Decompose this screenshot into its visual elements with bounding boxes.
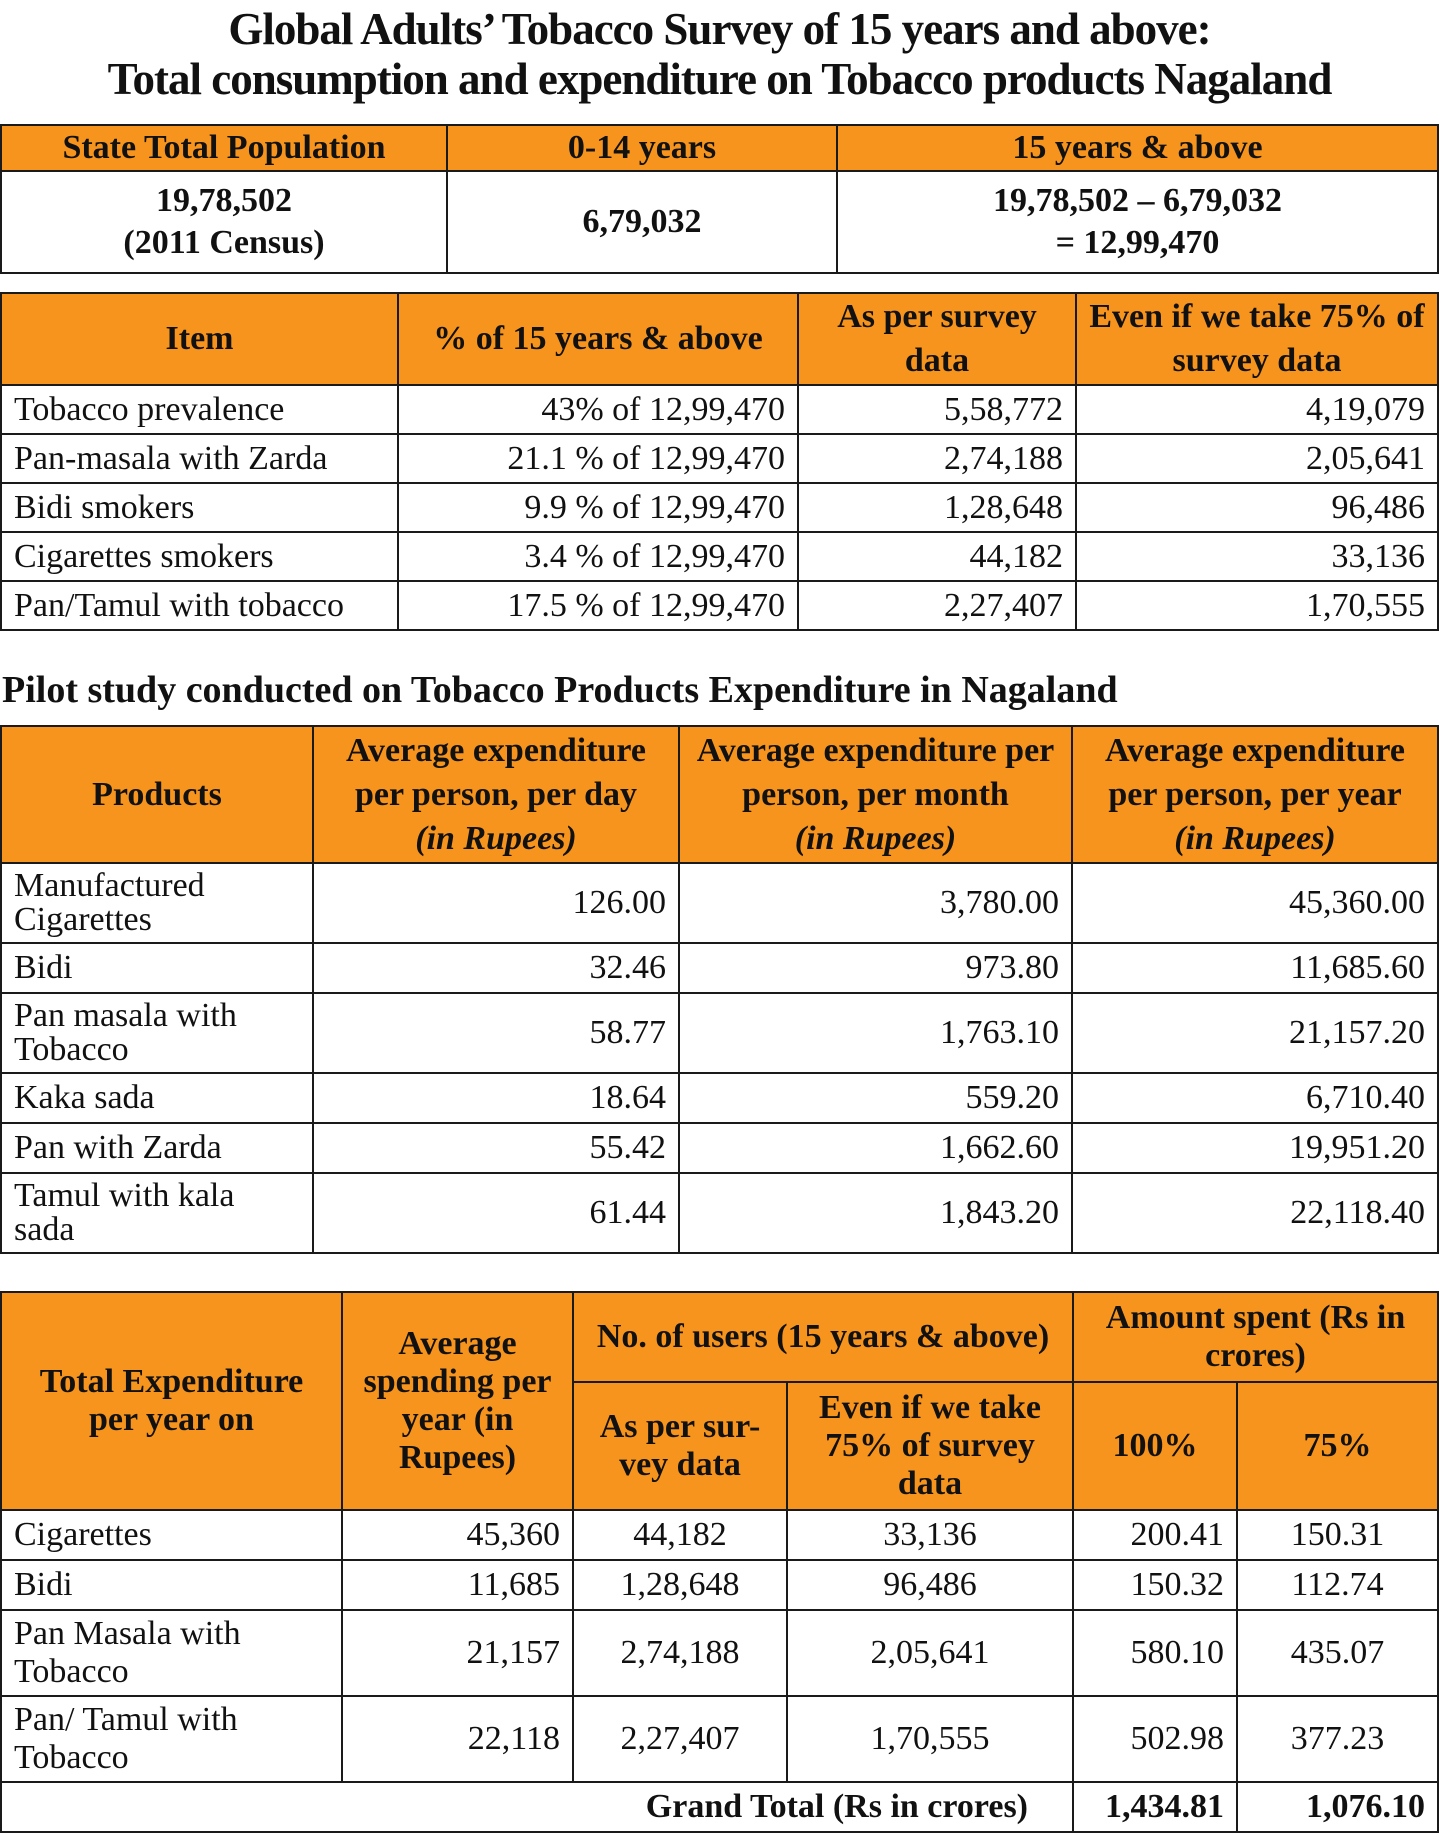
header-per-year (1072, 726, 1438, 863)
page-title (0, 4, 1439, 104)
header-per-day-label: Average expenditure per person, per day (346, 731, 646, 813)
header-total-expenditure: Total Expenditure per year on (1, 1292, 342, 1510)
title-line-1: Global Adults’ Tobacco Survey of 15 years and above: (228, 4, 1211, 54)
table-row (1, 385, 1438, 434)
census-note: (2011 Census) (123, 224, 325, 261)
survey-75-value: 2,05,641 (1076, 434, 1438, 483)
survey-value: 5,58,772 (798, 385, 1076, 434)
product-name: Bidi (1, 943, 313, 993)
header-item: Item (1, 293, 398, 385)
header-amount-100: 100% (1073, 1382, 1237, 1510)
per-day-value: 61.44 (313, 1173, 679, 1253)
expenditure-item: Pan/ Tamul with Tobacco (1, 1696, 342, 1782)
product-name: Kaka sada (1, 1073, 313, 1123)
users-survey-75-value: 1,70,555 (787, 1696, 1073, 1782)
table-row (1, 581, 1438, 630)
per-month-value: 1,843.20 (679, 1173, 1072, 1253)
product-name: Tamul with kala sada (1, 1173, 313, 1253)
header-users-survey: As per sur-vey data (573, 1382, 787, 1510)
header-per-month (679, 726, 1072, 863)
item-name: Pan-masala with Zarda (1, 434, 398, 483)
grand-total-row (1, 1782, 1438, 1832)
header-users-survey-75: Even if we take 75% of survey data (787, 1382, 1073, 1510)
header-per-year-label: Average expenditure per person, per year (1105, 731, 1405, 813)
expenditure-item: Pan Masala with Tobacco (1, 1610, 342, 1696)
pilot-study-title: Pilot study conducted on Tobacco Products Expenditure in Nagaland (2, 669, 1118, 711)
users-survey-value: 2,74,188 (573, 1610, 787, 1696)
header-products: Products (1, 726, 313, 863)
per-year-value: 21,157.20 (1072, 993, 1438, 1073)
grand-total-75: 1,076.10 (1237, 1782, 1438, 1832)
per-month-value: 973.80 (679, 943, 1072, 993)
population-table (0, 124, 1439, 274)
pilot-expenditure-table (0, 725, 1439, 1254)
header-0-14: 0-14 years (447, 125, 837, 171)
expenditure-item: Cigarettes (1, 1510, 342, 1560)
header-average-spending: Average spending per year (in Rupees) (342, 1292, 573, 1510)
header-per-month-unit: (in Rupees) (794, 819, 957, 857)
per-day-value: 58.77 (313, 993, 679, 1073)
header-per-year-unit: (in Rupees) (1174, 819, 1336, 857)
average-spending-value: 21,157 (342, 1610, 573, 1696)
title-line-2: Total consumption and expenditure on Tobacco products Nagaland (107, 54, 1332, 104)
survey-value: 2,74,188 (798, 434, 1076, 483)
per-month-value: 3,780.00 (679, 863, 1072, 943)
header-amount-75: 75% (1237, 1382, 1438, 1510)
users-survey-value: 44,182 (573, 1510, 787, 1560)
amount-75-value: 377.23 (1237, 1696, 1438, 1782)
per-month-value: 1,763.10 (679, 993, 1072, 1073)
survey-75-value: 4,19,079 (1076, 385, 1438, 434)
table-row (1, 1510, 1438, 1560)
table-row (1, 1610, 1438, 1696)
amount-100-value: 502.98 (1073, 1696, 1237, 1782)
amount-100-value: 580.10 (1073, 1610, 1237, 1696)
survey-75-value: 33,136 (1076, 532, 1438, 581)
amount-75-value: 112.74 (1237, 1560, 1438, 1610)
percent-value: 17.5 % of 12,99,470 (398, 581, 798, 630)
prevalence-header-row (1, 293, 1438, 385)
users-survey-value: 2,27,407 (573, 1696, 787, 1782)
adult-result: = 12,99,470 (1055, 224, 1220, 261)
item-name: Cigarettes smokers (1, 532, 398, 581)
survey-value: 44,182 (798, 532, 1076, 581)
users-survey-value: 1,28,648 (573, 1560, 787, 1610)
table-row (1, 1696, 1438, 1782)
header-no-of-users: No. of users (15 years & above) (573, 1292, 1073, 1382)
product-name: Pan masala with Tobacco (1, 993, 313, 1073)
per-year-value: 45,360.00 (1072, 863, 1438, 943)
header-per-month-label: Average expenditure per person, per month (696, 731, 1055, 813)
header-survey: As per survey data (798, 293, 1076, 385)
product-name: Manufactured Cigarettes (1, 863, 313, 943)
table-row (1, 1560, 1438, 1610)
users-survey-75-value: 96,486 (787, 1560, 1073, 1610)
expenditure-item: Bidi (1, 1560, 342, 1610)
table-row (1, 483, 1438, 532)
table-row (1, 1073, 1438, 1123)
percent-value: 3.4 % of 12,99,470 (398, 532, 798, 581)
per-day-value: 32.46 (313, 943, 679, 993)
item-name: Pan/Tamul with tobacco (1, 581, 398, 630)
per-year-value: 22,118.40 (1072, 1173, 1438, 1253)
header-percent: % of 15 years & above (398, 293, 798, 385)
table-row (1, 993, 1438, 1073)
adult-calc-cell (837, 171, 1438, 273)
population-value-row (1, 171, 1438, 273)
percent-value: 21.1 % of 12,99,470 (398, 434, 798, 483)
pilot-header-row (1, 726, 1438, 863)
item-name: Tobacco prevalence (1, 385, 398, 434)
header-15-above: 15 years & above (837, 125, 1438, 171)
per-month-value: 1,662.60 (679, 1123, 1072, 1173)
per-day-value: 55.42 (313, 1123, 679, 1173)
survey-value: 2,27,407 (798, 581, 1076, 630)
users-survey-75-value: 2,05,641 (787, 1610, 1073, 1696)
grand-total-label: Grand Total (Rs in crores) (1, 1782, 1073, 1832)
amount-75-value: 150.31 (1237, 1510, 1438, 1560)
children-value: 6,79,032 (447, 171, 837, 273)
per-day-value: 18.64 (313, 1073, 679, 1123)
grand-total-100: 1,434.81 (1073, 1782, 1237, 1832)
amount-75-value: 435.07 (1237, 1610, 1438, 1696)
table-row (1, 532, 1438, 581)
item-name: Bidi smokers (1, 483, 398, 532)
state-total-value: 19,78,502 (156, 182, 292, 219)
survey-75-value: 1,70,555 (1076, 581, 1438, 630)
average-spending-value: 11,685 (342, 1560, 573, 1610)
amount-100-value: 200.41 (1073, 1510, 1237, 1560)
survey-value: 1,28,648 (798, 483, 1076, 532)
header-survey-75: Even if we take 75% of survey data (1076, 293, 1438, 385)
per-year-value: 6,710.40 (1072, 1073, 1438, 1123)
table-row (1, 863, 1438, 943)
total-expenditure-table (0, 1291, 1439, 1833)
per-day-value: 126.00 (313, 863, 679, 943)
percent-value: 43% of 12,99,470 (398, 385, 798, 434)
product-name: Pan with Zarda (1, 1123, 313, 1173)
state-total-cell (1, 171, 447, 273)
users-survey-75-value: 33,136 (787, 1510, 1073, 1560)
average-spending-value: 22,118 (342, 1696, 573, 1782)
header-per-day (313, 726, 679, 863)
header-state-total: State Total Population (1, 125, 447, 171)
total-header-row-1 (1, 1292, 1438, 1382)
table-row (1, 434, 1438, 483)
per-year-value: 19,951.20 (1072, 1123, 1438, 1173)
table-row (1, 1123, 1438, 1173)
survey-75-value: 96,486 (1076, 483, 1438, 532)
percent-value: 9.9 % of 12,99,470 (398, 483, 798, 532)
amount-100-value: 150.32 (1073, 1560, 1237, 1610)
header-amount-spent: Amount spent (Rs in crores) (1073, 1292, 1438, 1382)
per-month-value: 559.20 (679, 1073, 1072, 1123)
population-header-row (1, 125, 1438, 171)
table-row (1, 943, 1438, 993)
prevalence-table (0, 292, 1439, 631)
per-year-value: 11,685.60 (1072, 943, 1438, 993)
header-per-day-unit: (in Rupees) (415, 819, 577, 857)
adult-calc: 19,78,502 – 6,79,032 (993, 182, 1282, 219)
average-spending-value: 45,360 (342, 1510, 573, 1560)
table-row (1, 1173, 1438, 1253)
